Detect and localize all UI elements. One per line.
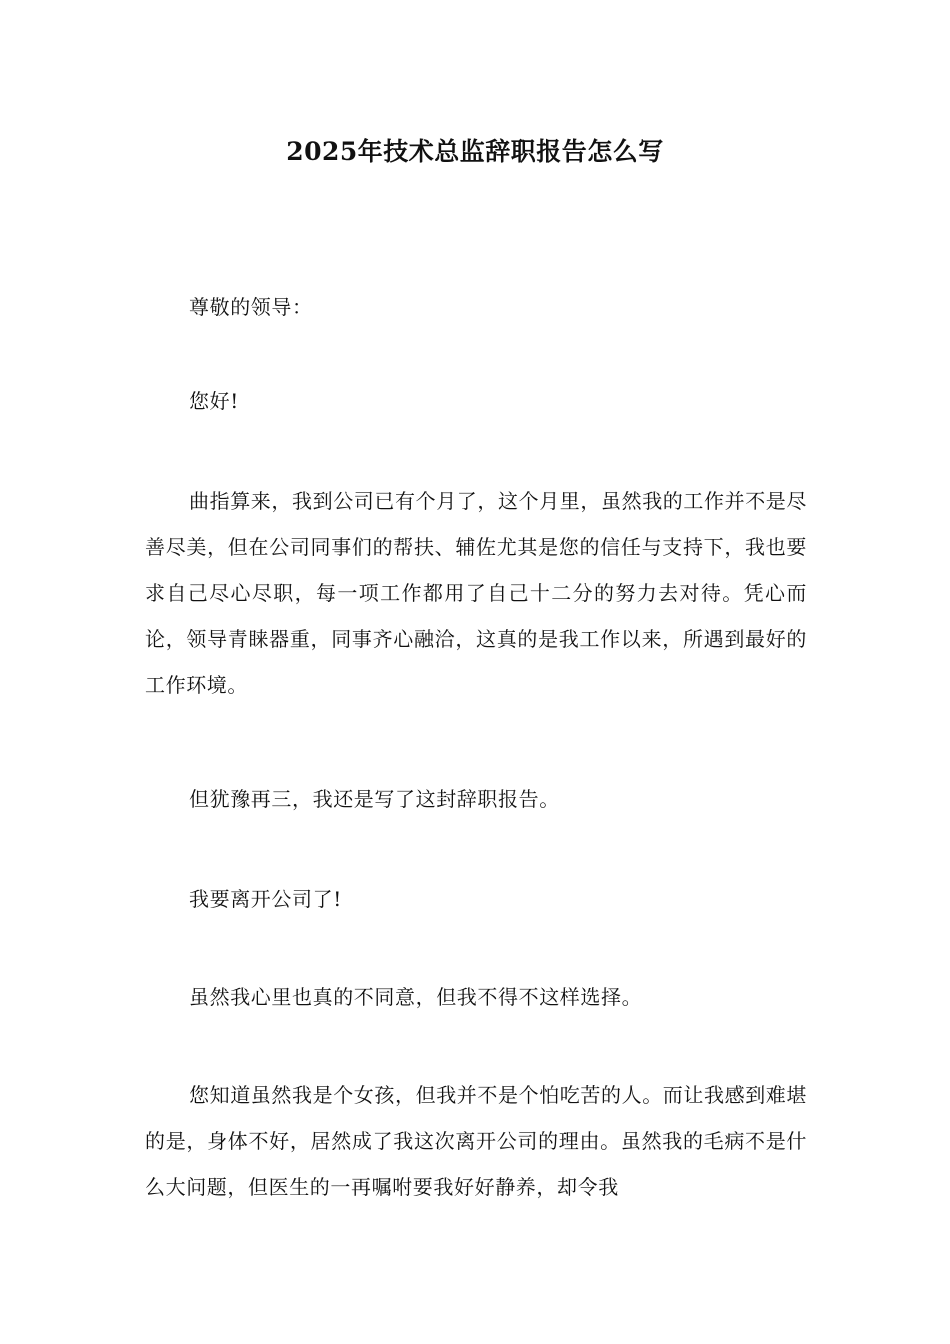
document-title: 2025年技术总监辞职报告怎么写 — [286, 137, 664, 166]
body-paragraph: 您知道虽然我是个女孩，但我并不是个怕吃苦的人。而让我感到难堪的是，身体不好，居然成了我这次离开公司的理由。虽然我的毛病不是什么大问题，但医生的一再嘱咐要我好好静养，却令我 — [145, 1083, 807, 1199]
body-paragraph: 虽然我心里也真的不同意，但我不得不这样选择。 — [189, 985, 643, 1009]
salutation: 尊敬的领导： — [189, 295, 313, 319]
body-paragraph: 曲指算来，我到公司已有个月了，这个月里，虽然我的工作并不是尽善尽美，但在公司同事们的帮扶、辅佐尤其是您的信任与支持下，我也要求自己尽心尽职，每一项工作都用了自己十二分的努力去对待。凭心而论，领导青睐器重，同事齐心融洽，这真的是我工作以来，所遇到最好的工作环境。 — [145, 489, 807, 697]
body-paragraph: 但犹豫再三，我还是写了这封辞职报告。 — [189, 787, 560, 811]
greeting: 您好! — [189, 389, 239, 413]
body-paragraph: 我要离开公司了! — [189, 887, 342, 911]
